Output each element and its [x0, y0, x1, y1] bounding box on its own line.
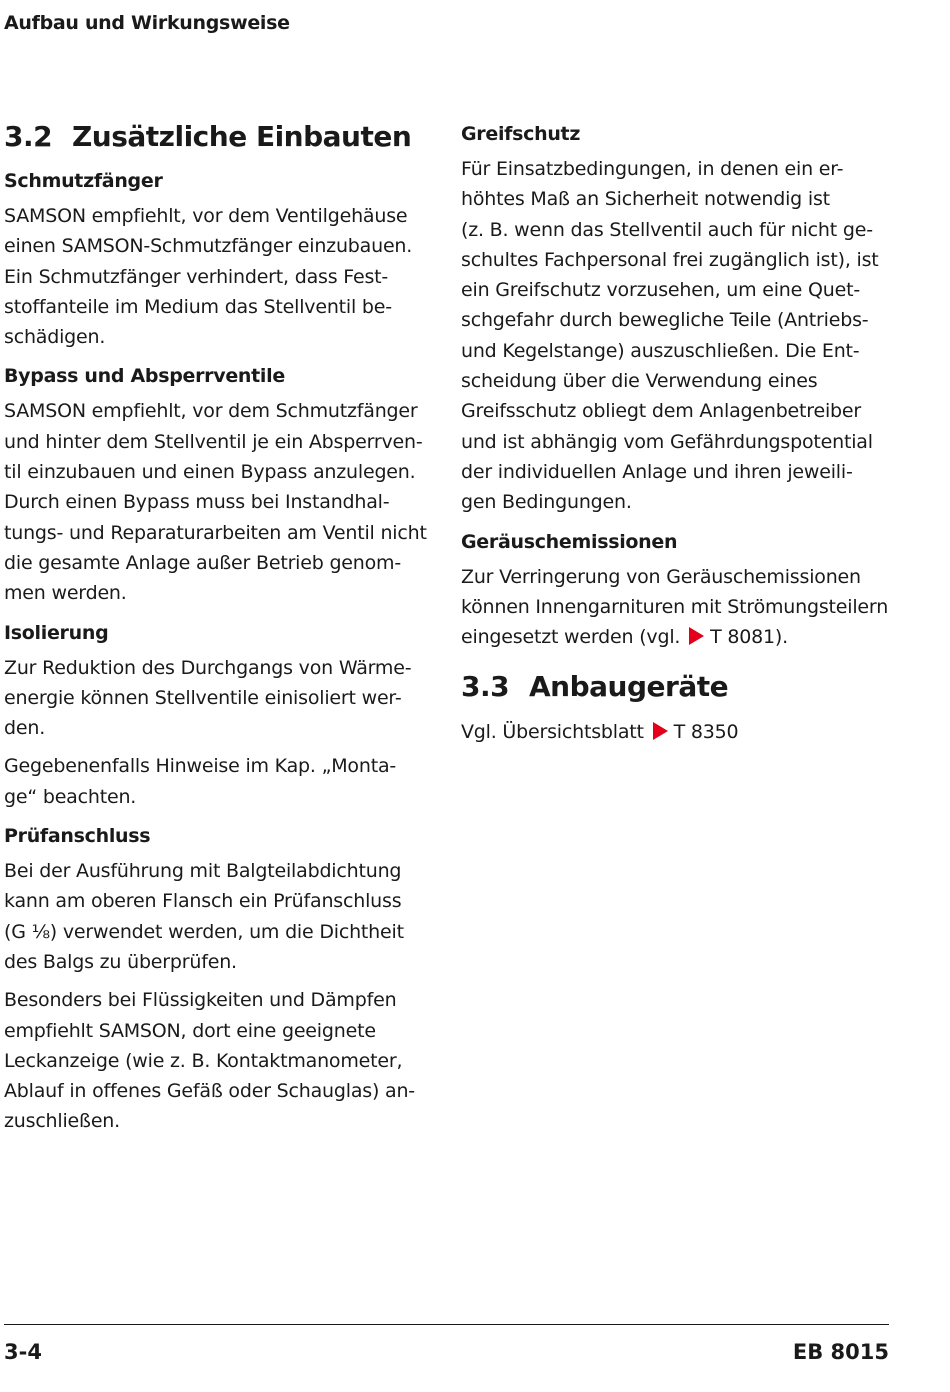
document-id: EB 8015: [792, 1340, 889, 1364]
right-column: [461, 120, 901, 756]
document-reference-link[interactable]: T 8081).: [710, 626, 788, 649]
running-header: Aufbau und Wirkungsweise: [4, 12, 290, 34]
paragraph: [461, 562, 901, 653]
paragraph: [461, 717, 901, 747]
paragraph: Bei der Ausführung mit Balgteilabdichtung kann am oberen Flansch ein Prüfanschluss (G ⅛) verwendet werden, um die Dichtheit des Balgs zu überprüfen.: [4, 860, 404, 973]
subsection-greifschutz: [461, 120, 901, 518]
paragraph: SAMSON empfiehlt, vor dem Schmutzfänger und hinter dem Stellventil je ein Absperrven- til einzubauen und einen Bypass anzulegen. Durch einen Bypass muss bei Instandhal- tungs- und Reparaturarbeiten am Ventil nicht die gesamte Anlage außer Betrieb genom- men werden.: [4, 400, 427, 605]
subsection-title: Schmutzfänger: [4, 170, 163, 192]
paragraph: SAMSON empfiehlt, vor dem Ventilgehäuse einen SAMSON-Schmutzfänger einzubauen. Ein Schmutzfänger verhindert, dass Fest- stoffanteile im Medium das Stellventil be- schädigen.: [4, 205, 413, 349]
subsection-title: Isolierung: [4, 621, 109, 644]
left-column: [4, 120, 440, 1147]
subsection-title: Bypass und Absperrventile: [4, 365, 285, 388]
subsection-bypass: [4, 362, 440, 608]
subsection-geraeuschemissionen: [461, 528, 901, 653]
paragraph-text: Vgl. Übersichtsblatt: [461, 721, 644, 744]
footer-divider: [4, 1324, 889, 1325]
section-heading: Zusätzliche Einbauten: [72, 120, 412, 153]
section-number: 3.3: [461, 670, 510, 704]
section-title-3-2: [4, 120, 440, 153]
section-heading: Anbaugeräte: [529, 670, 729, 704]
paragraph: Zur Reduktion des Durchgangs von Wärme- energie können Stellventile einisoliert wer- den.: [4, 656, 412, 740]
subsection-title: Prüfanschluss: [4, 825, 151, 848]
paragraph: Für Einsatzbedingungen, in denen ein er- höhtes Maß an Sicherheit notwendig ist (z. B. wenn das Stellventil auch für nicht ge- schultes Fachpersonal frei zugänglich ist), ist ein Greifschutz vorzusehen, um eine Quet- schgefahr durch bewegliche Teile (Antriebs- und Kegelstange) auszuschließen. Die Ent- scheidung über die Verwendung eines Greifsschutz obliegt dem Anlagenbetreiber und ist abhängig vom Gefährdungspotential der individuellen Anlage und ihren jeweili- gen Bedingungen.: [461, 158, 879, 514]
section-title-3-3: [461, 670, 901, 703]
subsection-title: Greifschutz: [461, 123, 581, 145]
paragraph: Besonders bei Flüssigkeiten und Dämpfen empfiehlt SAMSON, dort eine geeignete Leckanzeige (wie z. B. Kontaktmanometer, Ablauf in offenes Gefäß oder Schauglas) an- zuschließen.: [4, 989, 415, 1133]
document-reference-link[interactable]: T 8350: [673, 721, 739, 744]
subsection-isolierung: [4, 619, 440, 812]
reference-arrow-icon: [689, 627, 704, 645]
subsection-schmutzfaenger: [4, 167, 440, 352]
section-number: 3.2: [4, 120, 53, 153]
page-number: 3-4: [4, 1340, 42, 1364]
subsection-title: Geräuschemissionen: [461, 530, 678, 553]
paragraph-text: Zur Verringerung von Geräuschemissionen können Innengarnituren mit Strömungsteilern eingesetzt werden (vgl.: [461, 565, 889, 649]
subsection-pruefanschluss: [4, 822, 440, 1137]
paragraph: Gegebenenfalls Hinweise im Kap. „Monta- ge“ beachten.: [4, 755, 397, 808]
reference-arrow-icon: [653, 722, 668, 740]
